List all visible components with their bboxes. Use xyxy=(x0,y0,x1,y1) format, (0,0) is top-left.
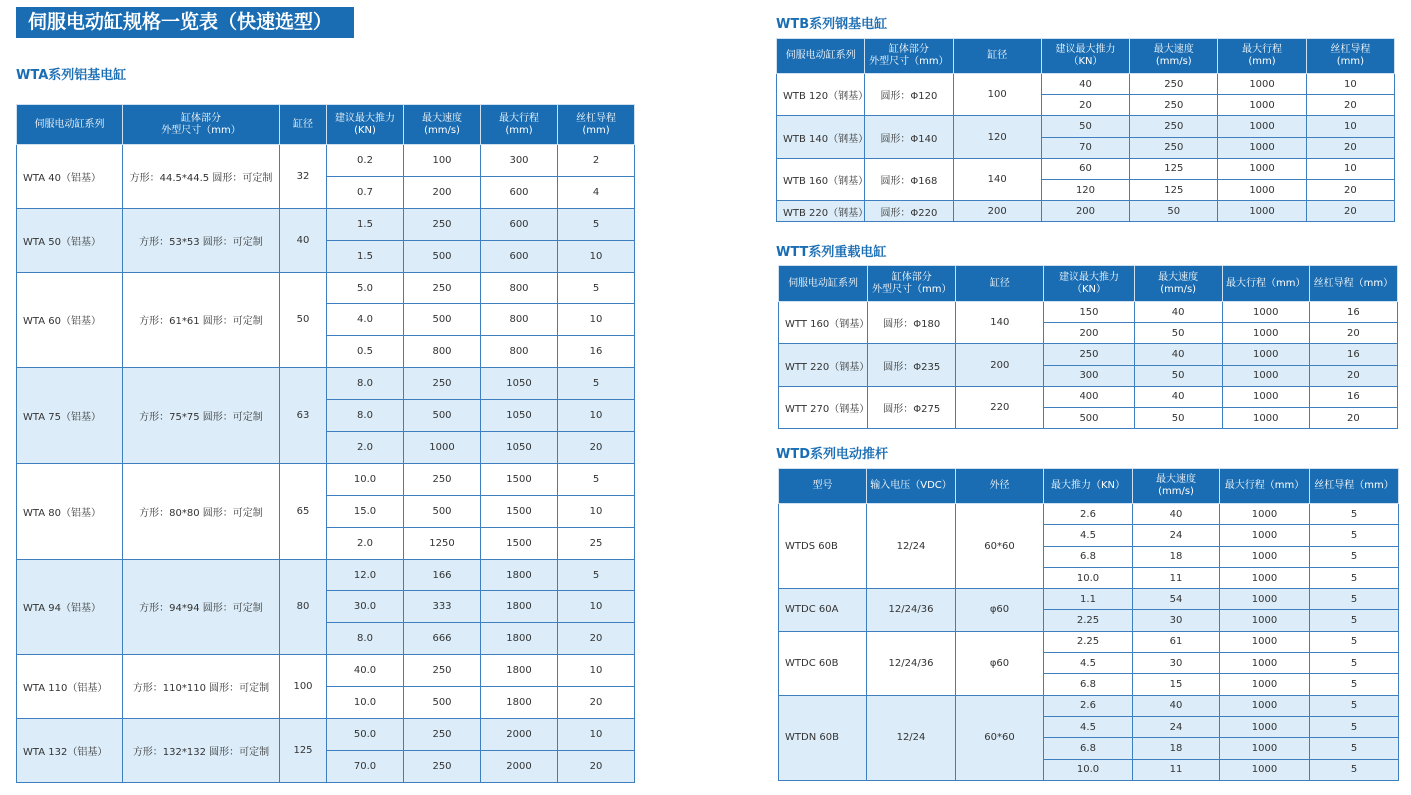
wtb-value-cell: 1000 xyxy=(1218,116,1306,137)
wtt-value-cell: 50 xyxy=(1134,323,1222,344)
wtd-value-cell: 4.5 xyxy=(1044,525,1133,546)
wta-value-cell: 10 xyxy=(558,495,635,527)
wtd-value-cell: 6.8 xyxy=(1044,546,1133,567)
wtt-table-row xyxy=(779,386,1398,407)
wtd-value-cell: 40 xyxy=(1133,504,1220,525)
wta-value-cell: 5 xyxy=(558,208,635,240)
wtd-table-row xyxy=(779,504,1399,525)
wtd-value-cell: 54 xyxy=(1133,589,1220,610)
wtd-header-cell: 输入电压（VDC） xyxy=(867,469,956,504)
wtb-bore-cell: 100 xyxy=(953,74,1041,116)
wta-value-cell: 20 xyxy=(558,750,635,782)
wtt-model-cell: WTT 160（钢基） xyxy=(779,302,868,344)
wtb-value-cell: 50 xyxy=(1041,116,1129,137)
wtb-header-cell: 最大行程 (mm) xyxy=(1218,39,1306,74)
wta-model-cell: WTA 80（铝基） xyxy=(17,463,123,559)
wta-bore-cell: 32 xyxy=(280,145,327,209)
wta-value-cell: 0.7 xyxy=(327,176,404,208)
wtt-header-cell: 最大行程（mm） xyxy=(1222,266,1309,302)
wta-model-cell: WTA 50（铝基） xyxy=(17,208,123,272)
wtb-value-cell: 20 xyxy=(1306,95,1394,116)
wta-size-cell: 方形：132*132 圆形：可定制 xyxy=(123,719,280,783)
wta-value-cell: 250 xyxy=(404,208,481,240)
wtb-value-cell: 1000 xyxy=(1218,95,1306,116)
wtt-value-cell: 500 xyxy=(1044,407,1134,428)
wtt-value-cell: 1000 xyxy=(1222,302,1309,323)
wta-value-cell: 500 xyxy=(404,495,481,527)
wtd-value-cell: 1000 xyxy=(1220,695,1310,716)
wta-value-cell: 10 xyxy=(558,591,635,623)
wtt-header-cell: 缸径 xyxy=(956,266,1044,302)
wta-value-cell: 10 xyxy=(558,240,635,272)
wtb-value-cell: 120 xyxy=(1041,179,1129,200)
wtd-value-cell: 11 xyxy=(1133,759,1220,780)
wtt-value-cell: 50 xyxy=(1134,365,1222,386)
wtd-value-cell: 61 xyxy=(1133,631,1220,652)
wtb-model-cell: WTB 120（钢基） xyxy=(777,74,865,116)
wtd-value-cell: 10.0 xyxy=(1044,759,1133,780)
wta-bore-cell: 100 xyxy=(280,655,327,719)
wtb-value-cell: 10 xyxy=(1306,74,1394,95)
wtb-table-row xyxy=(777,74,1395,95)
wta-value-cell: 8.0 xyxy=(327,623,404,655)
wta-header-cell: 建议最大推力 (KN) xyxy=(327,105,404,145)
wtd-value-cell: 1000 xyxy=(1220,674,1310,695)
wtt-table-row xyxy=(779,344,1398,365)
wtb-header-cell: 伺服电动缸系列 xyxy=(777,39,865,74)
wta-value-cell: 15.0 xyxy=(327,495,404,527)
wta-table-row xyxy=(17,368,635,400)
wtd-table-row xyxy=(779,631,1399,652)
wta-size-cell: 方形：94*94 圆形：可定制 xyxy=(123,559,280,655)
wta-value-cell: 8.0 xyxy=(327,368,404,400)
wta-header-cell: 丝杠导程 (mm) xyxy=(558,105,635,145)
wtd-value-cell: 18 xyxy=(1133,738,1220,759)
wtd-value-cell: 5 xyxy=(1310,716,1399,737)
wta-value-cell: 1500 xyxy=(481,463,558,495)
wtd-value-cell: 18 xyxy=(1133,546,1220,567)
wta-size-cell: 方形：110*110 圆形：可定制 xyxy=(123,655,280,719)
wta-value-cell: 250 xyxy=(404,272,481,304)
wta-value-cell: 16 xyxy=(558,336,635,368)
wtd-value-cell: 4.5 xyxy=(1044,716,1133,737)
wtd-header-cell: 最大行程（mm） xyxy=(1220,469,1310,504)
wtb-value-cell: 1000 xyxy=(1218,158,1306,179)
wtd-value-cell: 1000 xyxy=(1220,525,1310,546)
wta-value-cell: 5 xyxy=(558,368,635,400)
wtb-value-cell: 20 xyxy=(1306,137,1394,158)
wta-value-cell: 5 xyxy=(558,559,635,591)
wta-value-cell: 800 xyxy=(481,336,558,368)
wtt-value-cell: 16 xyxy=(1309,344,1397,365)
wtd-table-row xyxy=(779,589,1399,610)
wtd-header-cell: 外径 xyxy=(956,469,1044,504)
wtd-value-cell: 2.25 xyxy=(1044,610,1133,631)
wta-value-cell: 1800 xyxy=(481,687,558,719)
wtd-value-cell: 24 xyxy=(1133,525,1220,546)
wta-size-cell: 方形：53*53 圆形：可定制 xyxy=(123,208,280,272)
wtd-size-cell: 12/24/36 xyxy=(867,631,956,695)
wtb-spec-table xyxy=(776,38,1395,222)
wtb-value-cell: 250 xyxy=(1130,137,1218,158)
wtt-value-cell: 40 xyxy=(1134,344,1222,365)
wtd-value-cell: 5 xyxy=(1310,674,1399,695)
wtt-value-cell: 1000 xyxy=(1222,386,1309,407)
wta-size-cell: 方形：75*75 圆形：可定制 xyxy=(123,368,280,464)
wtd-bore-cell: 60*60 xyxy=(956,695,1044,780)
wtb-value-cell: 10 xyxy=(1306,158,1394,179)
wtt-size-cell: 圆形：Φ235 xyxy=(868,344,956,386)
wtb-value-cell: 1000 xyxy=(1218,74,1306,95)
wtt-value-cell: 16 xyxy=(1309,386,1397,407)
wta-value-cell: 1050 xyxy=(481,432,558,464)
wtd-value-cell: 40 xyxy=(1133,695,1220,716)
wtt-section-title: WTT系列重载电缸 xyxy=(776,245,887,260)
wtb-value-cell: 125 xyxy=(1130,179,1218,200)
wtd-value-cell: 30 xyxy=(1133,653,1220,674)
wta-table-row xyxy=(17,463,635,495)
wtb-value-cell: 40 xyxy=(1041,74,1129,95)
wtb-value-cell: 20 xyxy=(1306,201,1394,222)
wta-value-cell: 5.0 xyxy=(327,272,404,304)
wta-bore-cell: 40 xyxy=(280,208,327,272)
wtb-header-cell: 最大速度 (mm/s) xyxy=(1130,39,1218,74)
wta-value-cell: 300 xyxy=(481,145,558,177)
wta-value-cell: 500 xyxy=(404,240,481,272)
wtt-value-cell: 400 xyxy=(1044,386,1134,407)
wta-value-cell: 2.0 xyxy=(327,432,404,464)
wta-table-row xyxy=(17,719,635,751)
wtt-value-cell: 50 xyxy=(1134,407,1222,428)
wtb-value-cell: 200 xyxy=(1041,201,1129,222)
wtb-value-cell: 60 xyxy=(1041,158,1129,179)
wta-value-cell: 1250 xyxy=(404,527,481,559)
wta-value-cell: 800 xyxy=(404,336,481,368)
wtb-table-row xyxy=(777,158,1395,179)
wtb-header-cell: 丝杠导程 (mm) xyxy=(1306,39,1394,74)
wtt-value-cell: 1000 xyxy=(1222,323,1309,344)
wtd-size-cell: 12/24 xyxy=(867,695,956,780)
wtd-value-cell: 5 xyxy=(1310,567,1399,588)
wta-header-cell: 缸体部分 外型尺寸（mm） xyxy=(123,105,280,145)
wta-model-cell: WTA 110（铝基） xyxy=(17,655,123,719)
wta-value-cell: 1800 xyxy=(481,655,558,687)
wtb-section-title: WTB系列钢基电缸 xyxy=(776,17,888,32)
wtd-model-cell: WTDS 60B xyxy=(779,504,867,589)
wtd-value-cell: 5 xyxy=(1310,759,1399,780)
wta-value-cell: 2000 xyxy=(481,719,558,751)
wta-value-cell: 10 xyxy=(558,304,635,336)
wta-value-cell: 1800 xyxy=(481,559,558,591)
wta-value-cell: 500 xyxy=(404,400,481,432)
wtd-model-cell: WTDC 60A xyxy=(779,589,867,632)
wta-value-cell: 800 xyxy=(481,272,558,304)
wtt-header-cell: 建议最大推力（KN） xyxy=(1044,266,1134,302)
wtt-value-cell: 16 xyxy=(1309,302,1397,323)
wta-value-cell: 800 xyxy=(481,304,558,336)
wtd-value-cell: 1.1 xyxy=(1044,589,1133,610)
wta-value-cell: 20 xyxy=(558,687,635,719)
wtd-value-cell: 5 xyxy=(1310,610,1399,631)
wta-value-cell: 200 xyxy=(404,176,481,208)
wtd-value-cell: 6.8 xyxy=(1044,674,1133,695)
wta-value-cell: 1500 xyxy=(481,495,558,527)
wtd-model-cell: WTDC 60B xyxy=(779,631,867,695)
wtd-size-cell: 12/24 xyxy=(867,504,956,589)
wtb-value-cell: 20 xyxy=(1306,179,1394,200)
wta-value-cell: 600 xyxy=(481,208,558,240)
wtd-value-cell: 1000 xyxy=(1220,546,1310,567)
wtd-value-cell: 30 xyxy=(1133,610,1220,631)
wtd-value-cell: 1000 xyxy=(1220,610,1310,631)
wtt-value-cell: 1000 xyxy=(1222,407,1309,428)
wta-value-cell: 1800 xyxy=(481,591,558,623)
wtd-value-cell: 1000 xyxy=(1220,653,1310,674)
wtd-value-cell: 4.5 xyxy=(1044,653,1133,674)
wta-table-row xyxy=(17,655,635,687)
wta-value-cell: 2.0 xyxy=(327,527,404,559)
wta-value-cell: 1000 xyxy=(404,432,481,464)
wtt-header-cell: 丝杠导程（mm） xyxy=(1309,266,1397,302)
wtt-value-cell: 40 xyxy=(1134,302,1222,323)
wtd-value-cell: 2.6 xyxy=(1044,504,1133,525)
wtt-header-cell: 缸体部分 外型尺寸（mm） xyxy=(868,266,956,302)
wtd-value-cell: 1000 xyxy=(1220,589,1310,610)
wta-value-cell: 250 xyxy=(404,719,481,751)
wtb-value-cell: 125 xyxy=(1130,158,1218,179)
wta-section-title: WTA系列铝基电缸 xyxy=(16,68,127,83)
wtb-value-cell: 1000 xyxy=(1218,137,1306,158)
wtt-value-cell: 250 xyxy=(1044,344,1134,365)
wtt-size-cell: 圆形：Φ180 xyxy=(868,302,956,344)
wtb-value-cell: 1000 xyxy=(1218,201,1306,222)
wtd-table-row xyxy=(779,695,1399,716)
wta-value-cell: 500 xyxy=(404,304,481,336)
wtd-value-cell: 5 xyxy=(1310,589,1399,610)
wtd-value-cell: 5 xyxy=(1310,504,1399,525)
wta-header-cell: 伺服电动缸系列 xyxy=(17,105,123,145)
wtd-header-cell: 最大推力（KN） xyxy=(1044,469,1133,504)
wta-value-cell: 70.0 xyxy=(327,750,404,782)
wtd-section-title: WTD系列电动推杆 xyxy=(776,447,888,462)
wtb-header-cell: 建议最大推力（KN） xyxy=(1041,39,1129,74)
wtb-model-cell: WTB 140（钢基） xyxy=(777,116,865,158)
wtt-value-cell: 40 xyxy=(1134,386,1222,407)
wtb-value-cell: 70 xyxy=(1041,137,1129,158)
wtd-value-cell: 1000 xyxy=(1220,716,1310,737)
wta-header-cell: 最大速度 (mm/s) xyxy=(404,105,481,145)
wtd-model-cell: WTDN 60B xyxy=(779,695,867,780)
wtb-value-cell: 20 xyxy=(1041,95,1129,116)
wta-value-cell: 10 xyxy=(558,655,635,687)
wta-bore-cell: 50 xyxy=(280,272,327,368)
wta-value-cell: 1800 xyxy=(481,623,558,655)
wtb-size-cell: 圆形：Φ120 xyxy=(865,74,953,116)
wtb-header-cell: 缸径 xyxy=(953,39,1041,74)
wta-value-cell: 100 xyxy=(404,145,481,177)
wta-value-cell: 1050 xyxy=(481,400,558,432)
wta-model-cell: WTA 60（铝基） xyxy=(17,272,123,368)
wta-value-cell: 250 xyxy=(404,655,481,687)
wta-value-cell: 0.5 xyxy=(327,336,404,368)
wtt-model-cell: WTT 220（钢基） xyxy=(779,344,868,386)
wtt-bore-cell: 220 xyxy=(956,386,1044,428)
wtd-value-cell: 24 xyxy=(1133,716,1220,737)
wta-value-cell: 1.5 xyxy=(327,240,404,272)
wtd-header-cell: 丝杠导程（mm） xyxy=(1310,469,1399,504)
wta-value-cell: 12.0 xyxy=(327,559,404,591)
wta-value-cell: 5 xyxy=(558,463,635,495)
wta-size-cell: 方形：80*80 圆形：可定制 xyxy=(123,463,280,559)
wta-table-row xyxy=(17,272,635,304)
wta-value-cell: 333 xyxy=(404,591,481,623)
wtd-value-cell: 2.6 xyxy=(1044,695,1133,716)
wta-value-cell: 250 xyxy=(404,750,481,782)
wta-model-cell: WTA 94（铝基） xyxy=(17,559,123,655)
wtt-table-row xyxy=(779,302,1398,323)
wtd-bore-cell: φ60 xyxy=(956,589,1044,632)
wtd-value-cell: 10.0 xyxy=(1044,567,1133,588)
wta-value-cell: 50.0 xyxy=(327,719,404,751)
wtb-size-cell: 圆形：Φ220 xyxy=(865,201,953,222)
wta-value-cell: 250 xyxy=(404,463,481,495)
wtd-value-cell: 1000 xyxy=(1220,567,1310,588)
wtd-bore-cell: 60*60 xyxy=(956,504,1044,589)
wta-size-cell: 方形：44.5*44.5 圆形：可定制 xyxy=(123,145,280,209)
wta-value-cell: 25 xyxy=(558,527,635,559)
wtd-header-cell: 最大速度 (mm/s) xyxy=(1133,469,1220,504)
wta-value-cell: 0.2 xyxy=(327,145,404,177)
wtd-value-cell: 1000 xyxy=(1220,631,1310,652)
wtb-header-cell: 缸体部分 外型尺寸（mm） xyxy=(865,39,953,74)
wtb-table-row xyxy=(777,201,1395,222)
wta-header-cell: 最大行程 (mm) xyxy=(481,105,558,145)
wtb-bore-cell: 120 xyxy=(953,116,1041,158)
wtd-value-cell: 1000 xyxy=(1220,759,1310,780)
wtd-value-cell: 5 xyxy=(1310,631,1399,652)
wtd-value-cell: 5 xyxy=(1310,695,1399,716)
wta-bore-cell: 63 xyxy=(280,368,327,464)
wtt-value-cell: 1000 xyxy=(1222,365,1309,386)
wta-value-cell: 20 xyxy=(558,623,635,655)
wtb-model-cell: WTB 160（钢基） xyxy=(777,158,865,200)
wtb-bore-cell: 140 xyxy=(953,158,1041,200)
wtb-value-cell: 250 xyxy=(1130,95,1218,116)
wta-value-cell: 2000 xyxy=(481,750,558,782)
wta-value-cell: 1500 xyxy=(481,527,558,559)
wta-value-cell: 500 xyxy=(404,687,481,719)
wtb-value-cell: 250 xyxy=(1130,74,1218,95)
wtd-value-cell: 5 xyxy=(1310,738,1399,759)
wta-value-cell: 4.0 xyxy=(327,304,404,336)
wtd-value-cell: 15 xyxy=(1133,674,1220,695)
wtt-bore-cell: 140 xyxy=(956,302,1044,344)
wta-size-cell: 方形：61*61 圆形：可定制 xyxy=(123,272,280,368)
wta-value-cell: 1050 xyxy=(481,368,558,400)
wta-spec-table xyxy=(16,104,635,783)
wta-table-row xyxy=(17,559,635,591)
wtt-value-cell: 150 xyxy=(1044,302,1134,323)
wtt-value-cell: 200 xyxy=(1044,323,1134,344)
wtb-size-cell: 圆形：Φ140 xyxy=(865,116,953,158)
wta-table-row xyxy=(17,145,635,177)
wtb-value-cell: 1000 xyxy=(1218,179,1306,200)
wtb-value-cell: 50 xyxy=(1130,201,1218,222)
wta-model-cell: WTA 132（铝基） xyxy=(17,719,123,783)
wta-value-cell: 8.0 xyxy=(327,400,404,432)
wta-table-row xyxy=(17,208,635,240)
wtt-value-cell: 20 xyxy=(1309,407,1397,428)
wta-value-cell: 10 xyxy=(558,400,635,432)
wta-value-cell: 40.0 xyxy=(327,655,404,687)
wtt-value-cell: 20 xyxy=(1309,323,1397,344)
wta-bore-cell: 80 xyxy=(280,559,327,655)
wtt-value-cell: 1000 xyxy=(1222,344,1309,365)
wtt-bore-cell: 200 xyxy=(956,344,1044,386)
wta-value-cell: 250 xyxy=(404,368,481,400)
wtd-spec-table xyxy=(778,468,1399,781)
wta-value-cell: 600 xyxy=(481,176,558,208)
wtd-value-cell: 1000 xyxy=(1220,504,1310,525)
page-title: 伺服电动缸规格一览表（快速选型） xyxy=(16,7,354,38)
wtt-size-cell: 圆形：Φ275 xyxy=(868,386,956,428)
wta-bore-cell: 65 xyxy=(280,463,327,559)
wtd-bore-cell: φ60 xyxy=(956,631,1044,695)
wtb-value-cell: 10 xyxy=(1306,116,1394,137)
wta-value-cell: 20 xyxy=(558,432,635,464)
wtd-value-cell: 5 xyxy=(1310,653,1399,674)
wtd-value-cell: 1000 xyxy=(1220,738,1310,759)
wta-value-cell: 1.5 xyxy=(327,208,404,240)
wta-value-cell: 30.0 xyxy=(327,591,404,623)
wta-value-cell: 5 xyxy=(558,272,635,304)
wtt-spec-table xyxy=(778,265,1398,429)
wta-value-cell: 4 xyxy=(558,176,635,208)
wtd-value-cell: 11 xyxy=(1133,567,1220,588)
wtt-model-cell: WTT 270（钢基） xyxy=(779,386,868,428)
wta-value-cell: 166 xyxy=(404,559,481,591)
wta-bore-cell: 125 xyxy=(280,719,327,783)
wtt-value-cell: 300 xyxy=(1044,365,1134,386)
wtd-value-cell: 6.8 xyxy=(1044,738,1133,759)
wta-value-cell: 10 xyxy=(558,719,635,751)
wtd-value-cell: 2.25 xyxy=(1044,631,1133,652)
wta-value-cell: 600 xyxy=(481,240,558,272)
wta-model-cell: WTA 40（铝基） xyxy=(17,145,123,209)
wtb-size-cell: 圆形：Φ168 xyxy=(865,158,953,200)
wta-value-cell: 10.0 xyxy=(327,687,404,719)
wtt-header-cell: 最大速度 (mm/s) xyxy=(1134,266,1222,302)
wtd-value-cell: 5 xyxy=(1310,546,1399,567)
wtd-size-cell: 12/24/36 xyxy=(867,589,956,632)
wtt-header-cell: 伺服电动缸系列 xyxy=(779,266,868,302)
wta-value-cell: 2 xyxy=(558,145,635,177)
wtb-model-cell: WTB 220（钢基） xyxy=(777,201,865,222)
wtb-bore-cell: 200 xyxy=(953,201,1041,222)
wtd-value-cell: 5 xyxy=(1310,525,1399,546)
wta-value-cell: 10.0 xyxy=(327,463,404,495)
wtb-table-row xyxy=(777,116,1395,137)
wta-model-cell: WTA 75（铝基） xyxy=(17,368,123,464)
wta-header-cell: 缸径 xyxy=(280,105,327,145)
wtt-value-cell: 20 xyxy=(1309,365,1397,386)
wta-value-cell: 666 xyxy=(404,623,481,655)
wtb-value-cell: 250 xyxy=(1130,116,1218,137)
wtd-header-cell: 型号 xyxy=(779,469,867,504)
